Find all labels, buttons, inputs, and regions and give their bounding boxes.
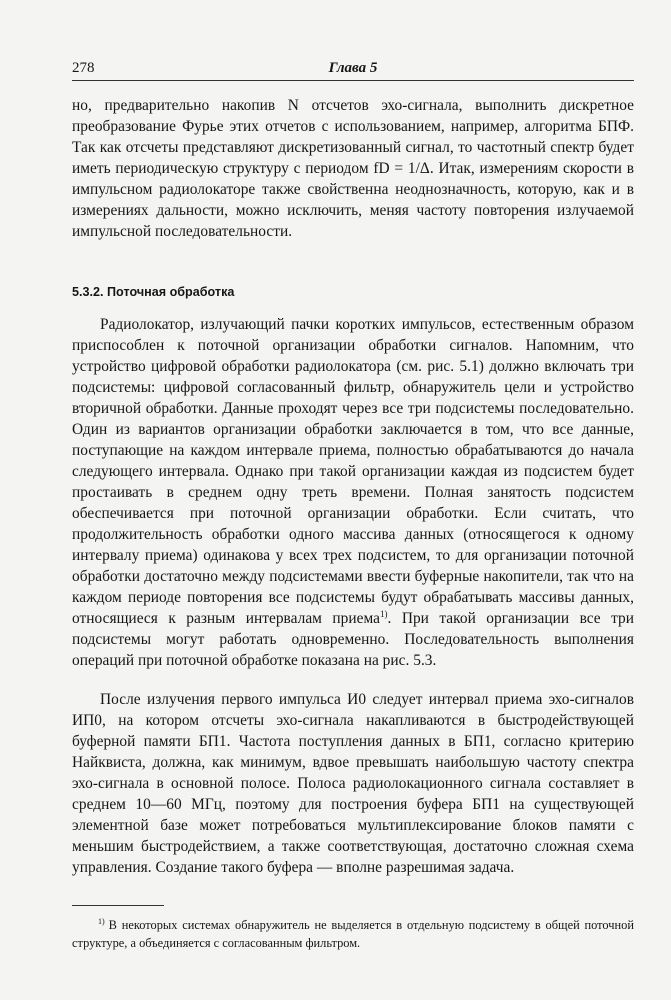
footnote-divider: [72, 905, 164, 906]
paragraph-text-after-footnote: . При такой организации все три подсистемы могут работать одновременно. Последовательность выполнения операций при поточной обработке показана на рис. 5.3.: [72, 610, 634, 669]
paragraph-first-pulse: После излучения первого импульса И0 следует интервал приема эхо-сигналов ИП0, на котором отсчеты эхо-сигнала накапливаются в быстродействующей буферной памяти БП1. Частота поступления данных в БП1, согласно критерию Найквиста, должна, как минимум, вдвое превышать наибольшую частоту спектра эхо-сигнала в основной полосе. Полоса радиолокационного сигнала составляет в среднем 10—60 МГц, поэтому для построения буфера БП1 на существующей элементной базе может потребоваться мультиплексирование блоков памяти с меньшим быстродействием, а также соответствующая, достаточно сложная схема управления. Создание такого буфера — вполне разрешимая задача.: [72, 691, 634, 876]
section-heading: 5.3.2. Поточная обработка: [72, 285, 235, 299]
page-header: [72, 58, 634, 81]
page-number: 278: [72, 60, 95, 76]
footnote: [72, 916, 634, 952]
footnote-mark: 1): [98, 916, 105, 926]
paragraph-pipeline-processing: [72, 314, 634, 671]
chapter-title: Глава 5: [328, 60, 378, 76]
paragraph-continuation: но, предварительно накопив N отсчетов эхо-сигнала, выполнить дискретное преобразование Фурье этих отчетов с использованием, например, алгоритма БПФ. Так как отсчеты представляют дискретизованный сигнал, то частотный спектр будет иметь периодическую структуру с периодом fD = 1/Δ. Итак, измерениям скорости в импульсном радиолокаторе также свойственна неоднозначность, которую, как и в измерениях дальности, можно исключить, меняя частоту повторения излучаемой импульсной последовательности.: [72, 97, 634, 240]
footnote-reference: 1): [379, 608, 388, 619]
paragraph-text-before-footnote: Радиолокатор, излучающий пачки коротких импульсов, естественным образом приспособлен к поточной организации обработки сигналов. Напомним, что устройство цифровой обработки радиолокатора (см. рис. 5.1) должно включать три подсистемы: цифровой согласованный фильтр, обнаружитель цели и устройство вторичной обработки. Данные проходят через все три подсистемы последовательно. Один из вариантов организации обработки заключается в том, что все данные, поступающие на каждом интервале приема, полностью обрабатываются до начала следующего интервала. Однако при такой организации каждая из подсистем будет простаивать в среднем одну треть времени. Полная занятость подсистем обеспечивается при поточной организации обработки. Если считать, что продолжительность обработки одного массива данных (относящегося к одному интервалу приема) одинакова у всех трех подсистем, то для организации поточной обработки достаточно между подсистемами ввести буферные накопители, так что на каждом периоде повторения все подсистемы будут обрабатывать массивы данных, относящиеся к разным интервалам приема: [72, 316, 634, 627]
footnote-text: В некоторых системах обнаружитель не выделяется в отдельную подсистему в общей поточной структуре, а объединяется с согласованным фильтром.: [72, 918, 634, 950]
